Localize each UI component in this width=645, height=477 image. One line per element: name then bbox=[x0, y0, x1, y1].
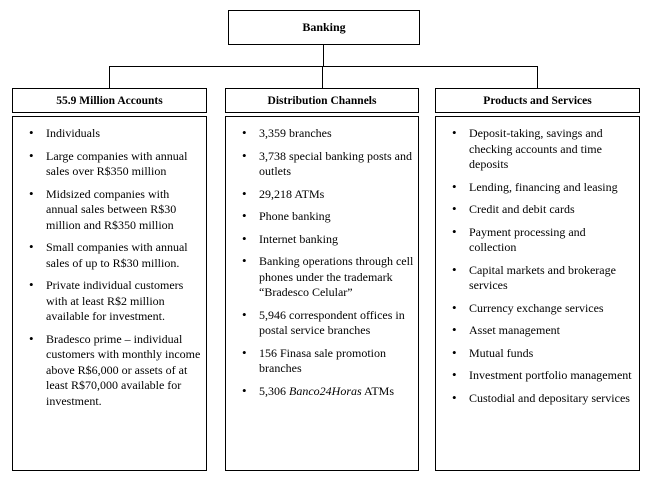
bullet-item-text: 3,359 branches bbox=[259, 126, 332, 140]
connector-drop-middle bbox=[322, 66, 323, 88]
root-label: Banking bbox=[302, 20, 346, 34]
bullet-item-text: 5,946 correspondent offices in postal service branches bbox=[259, 307, 405, 337]
bullet-item bbox=[13, 240, 202, 271]
bullet-item bbox=[226, 209, 414, 225]
bullet-item-text: Small companies with annual sales of up to R$30 million. bbox=[46, 240, 188, 270]
bullet-item-text: Banking operations through cell phones under the trademark “Bradesco Celular” bbox=[259, 254, 414, 299]
connector-drop-right bbox=[537, 66, 538, 88]
bullet-list-products-services bbox=[436, 117, 639, 406]
connector-drop-left bbox=[109, 66, 110, 88]
bullet-item-text: Credit and debit cards bbox=[469, 202, 575, 216]
bullet-item-text: ATMs bbox=[361, 383, 395, 398]
bullet-item-text: Bradesco prime – individual customers with monthly income above R$6,000 or assets of at least R$70,000 available for investment. bbox=[46, 331, 201, 408]
column-header-label: Distribution Channels bbox=[267, 94, 377, 107]
bullet-item bbox=[436, 225, 635, 256]
bullet-item-text: Individuals bbox=[46, 126, 100, 140]
bullet-item bbox=[436, 180, 635, 196]
bullet-item-text: Investment portfolio management bbox=[469, 368, 632, 382]
bullet-item-text: Midsized companies with annual sales between R$30 million and R$350 million bbox=[46, 186, 177, 232]
bullet-item-text: Private individual customers with at least R$2 million available for investment. bbox=[46, 278, 184, 323]
bullet-item-text: Internet banking bbox=[259, 231, 338, 246]
bullet-item-text: 5,306 bbox=[259, 383, 289, 398]
bullet-item bbox=[226, 308, 414, 339]
column-body-accounts bbox=[12, 116, 207, 471]
bullet-item bbox=[226, 232, 414, 248]
column-header-products-services bbox=[435, 88, 640, 113]
bullet-item bbox=[226, 346, 414, 377]
bullet-item bbox=[13, 126, 202, 142]
bullet-item bbox=[226, 254, 414, 301]
bullet-item-text: Asset management bbox=[469, 323, 560, 337]
bullet-item bbox=[13, 187, 202, 234]
root-box-banking bbox=[228, 10, 420, 45]
bullet-item bbox=[436, 301, 635, 317]
column-header-accounts bbox=[12, 88, 207, 113]
bullet-item bbox=[436, 126, 635, 173]
bullet-item bbox=[436, 346, 635, 362]
bullet-item bbox=[436, 323, 635, 339]
bullet-item-text: Mutual funds bbox=[469, 345, 534, 360]
bullet-item-text: 29,218 ATMs bbox=[259, 186, 325, 201]
bullet-item-text: Deposit-taking, savings and checking accounts and time deposits bbox=[469, 126, 603, 171]
bullet-list-accounts bbox=[13, 117, 206, 409]
bullet-item-text: Banco24Horas bbox=[289, 383, 362, 398]
bullet-item bbox=[226, 187, 414, 203]
column-header-label: Products and Services bbox=[483, 94, 592, 107]
bullet-item bbox=[436, 368, 635, 384]
bullet-item-text: Currency exchange services bbox=[469, 300, 604, 315]
bullet-item bbox=[226, 126, 414, 142]
bullet-item bbox=[226, 149, 414, 180]
connector-root-stem bbox=[323, 45, 324, 66]
connector-horizontal-bar bbox=[109, 66, 538, 67]
bullet-item bbox=[13, 278, 202, 325]
column-body-distribution-channels bbox=[225, 116, 419, 471]
bullet-list-distribution-channels bbox=[226, 117, 418, 399]
bullet-item bbox=[436, 391, 635, 407]
bullet-item-text: Capital markets and brokerage services bbox=[469, 262, 616, 292]
bullet-item-text: Custodial and depositary services bbox=[469, 390, 630, 405]
bullet-item-text: Payment processing and collection bbox=[469, 224, 586, 254]
column-header-distribution-channels bbox=[225, 88, 419, 113]
bullet-item bbox=[13, 332, 202, 410]
bullet-item bbox=[436, 202, 635, 218]
bullet-item-text: 156 Finasa sale promotion branches bbox=[259, 345, 386, 375]
column-header-label: 55.9 Million Accounts bbox=[56, 94, 163, 107]
bullet-item-text: Phone banking bbox=[259, 209, 331, 223]
bullet-item bbox=[13, 149, 202, 180]
bullet-item-text: Lending, financing and leasing bbox=[469, 179, 618, 194]
bullet-item-text: 3,738 special banking posts and outlets bbox=[259, 148, 412, 178]
bullet-item bbox=[226, 384, 414, 400]
bullet-item bbox=[436, 263, 635, 294]
column-body-products-services bbox=[435, 116, 640, 471]
bullet-item-text: Large companies with annual sales over R$350 million bbox=[46, 148, 188, 178]
